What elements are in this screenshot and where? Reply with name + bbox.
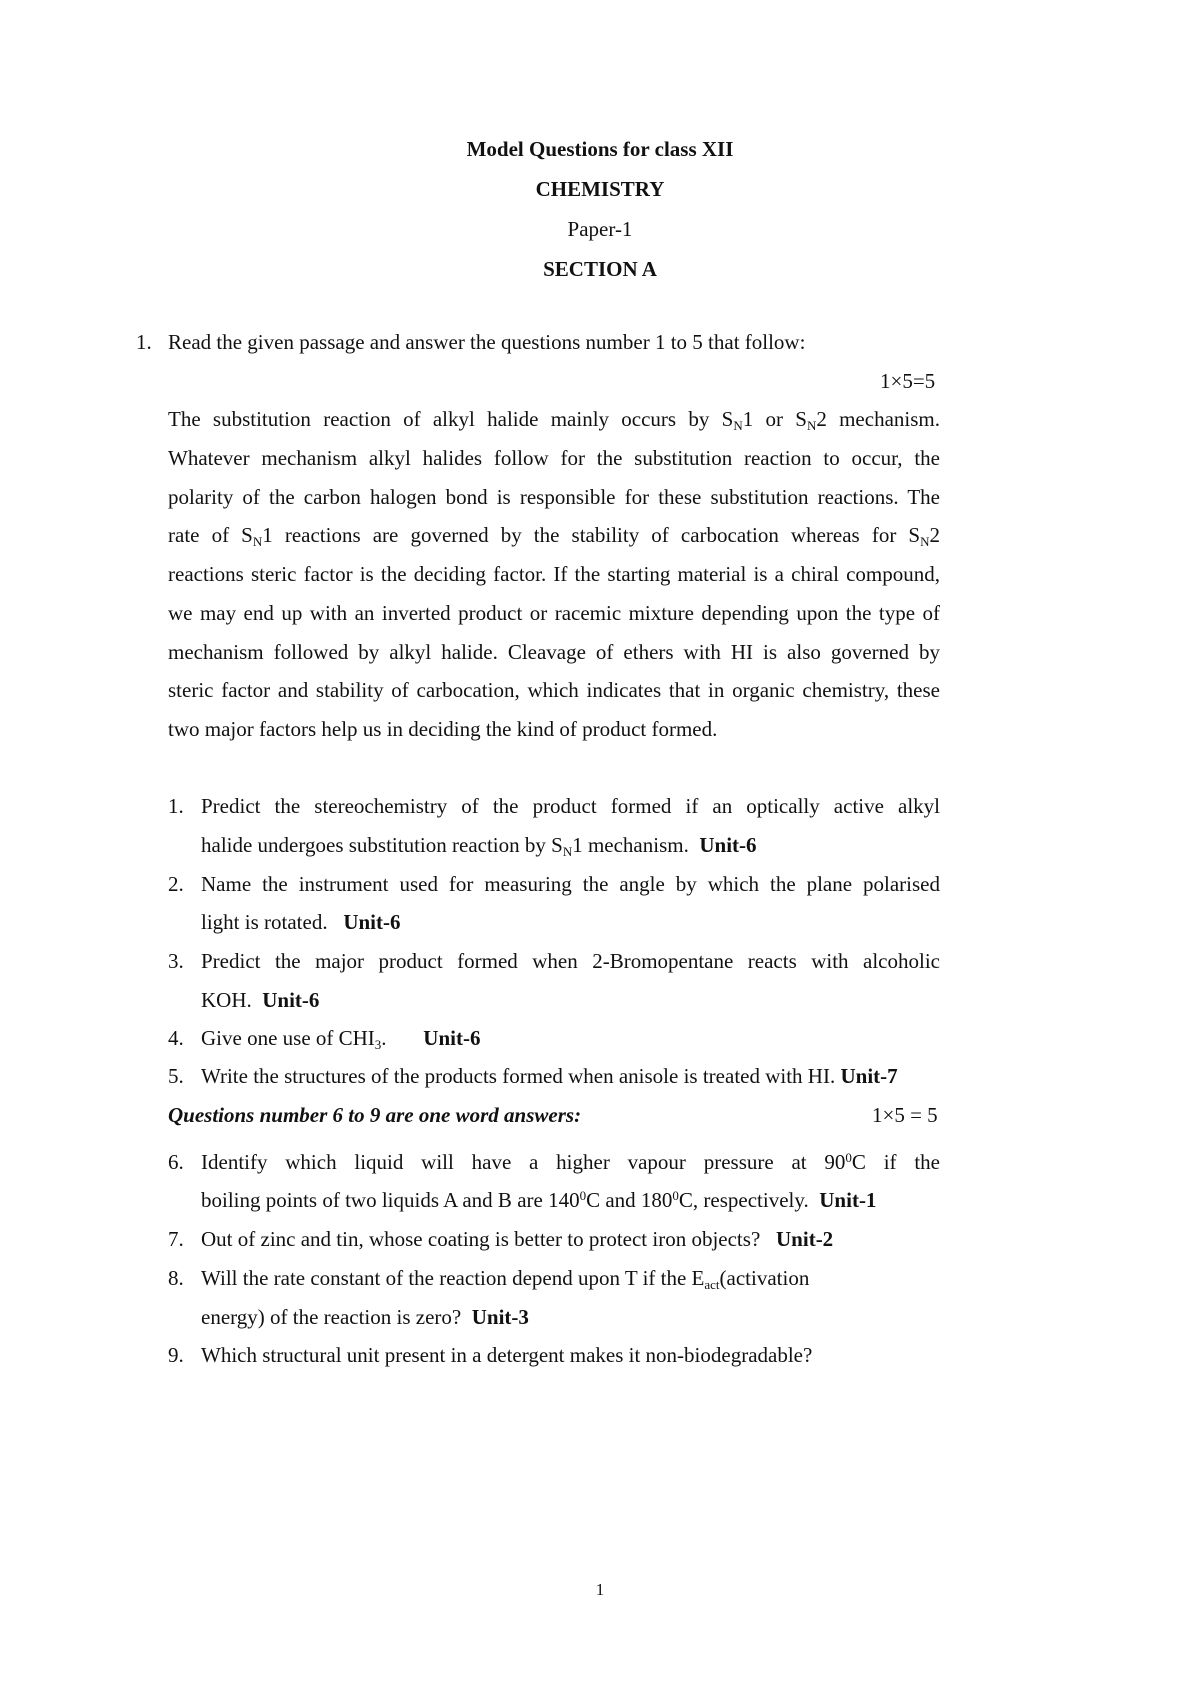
unit-label: Unit-6 xyxy=(262,988,320,1012)
passage-line: we may end up with an inverted product or racemic mixture depending upon the type of xyxy=(168,601,940,625)
sub-question-text: Out of zinc and tin, whose coating is better to protect iron objects? Unit-2 xyxy=(201,1227,834,1251)
sub-question-text: energy) of the reaction is zero? Unit-3 xyxy=(201,1305,529,1329)
sub-question-text: Give one use of $CHI_3$. Unit-6 xyxy=(201,1026,481,1052)
unit-label: Unit-3 xyxy=(471,1305,529,1329)
sub-question-text: Identify which liquid will have a higher vapour pressure at $90^0C$ if the xyxy=(201,1150,940,1174)
marks-label: 1×5 = 5 xyxy=(872,1103,938,1127)
sub-question-text: light is rotated. Unit-6 xyxy=(201,910,401,934)
sub-question-text: Predict the stereochemistry of the product formed if an optically active alkyl xyxy=(201,794,940,818)
sub-question-number: 8. xyxy=(168,1266,184,1290)
unit-label: Unit-6 xyxy=(423,1026,481,1050)
document-title: Model Questions for class XII xyxy=(466,137,734,161)
unit-label: Unit-2 xyxy=(776,1227,834,1251)
passage-line: The substitution reaction of alkyl halide mainly occurs by $S_N1$ or $S_N2$ mechanism. xyxy=(168,407,940,433)
sub-question-text: Will the rate constant of the reaction depend upon T if the $E_{act}(activation$ xyxy=(201,1266,810,1292)
unit-label: Unit-1 xyxy=(819,1188,877,1212)
page-number: 1 xyxy=(595,1580,605,1599)
passage-line: polarity of the carbon halogen bond is responsible for these substitution reactions. The xyxy=(168,485,940,509)
question-instruction: Read the given passage and answer the questions number 1 to 5 that follow: xyxy=(168,330,806,354)
sub-question-number: 2. xyxy=(168,872,184,896)
paper-label: Paper-1 xyxy=(567,217,633,241)
sub-question-number: 6. xyxy=(168,1150,184,1174)
passage-line: rate of $S_N1$ reactions are governed by the stability of carbocation whereas for $S_N2$ xyxy=(168,523,940,549)
sub-question-number: 7. xyxy=(168,1227,184,1251)
sub-question-text: boiling points of two liquids A and B are $140^0C$ and $180^0C$, respectively. Unit-1 xyxy=(201,1188,877,1212)
sub-question-number: 3. xyxy=(168,949,184,973)
sub-question-text: Predict the major product formed when 2-Bromopentane reacts with alcoholic xyxy=(201,949,940,973)
sub-question-number: 4. xyxy=(168,1026,184,1050)
unit-label: Unit-6 xyxy=(343,910,401,934)
passage-line: two major factors help us in deciding the kind of product formed. xyxy=(168,717,718,741)
sub-question-text: halide undergoes substitution reaction by $S_N1$ mechanism. Unit-6 xyxy=(201,833,757,859)
sub-question-text: KOH. Unit-6 xyxy=(201,988,320,1012)
sub-question-number: 9. xyxy=(168,1343,184,1367)
marks-label: 1×5=5 xyxy=(880,369,936,393)
passage-line: mechanism followed by alkyl halide. Cleavage of ethers with HI is also governed by xyxy=(168,640,940,664)
question-number: 1. xyxy=(136,330,152,354)
section-subheading: Questions number 6 to 9 are one word answers: xyxy=(168,1103,582,1127)
passage-line: Whatever mechanism alkyl halides follow for the substitution reaction to occur, the xyxy=(168,446,940,470)
sub-question-text: Write the structures of the products formed when anisole is treated with HI. Unit-7 xyxy=(201,1064,898,1088)
passage-line: reactions steric factor is the deciding factor. If the starting material is a chiral compound, xyxy=(168,562,940,586)
sub-question-number: 5. xyxy=(168,1064,184,1088)
unit-label: Unit-6 xyxy=(699,833,757,857)
section-heading: SECTION A xyxy=(543,257,657,281)
sub-question-text: Name the instrument used for measuring the angle by which the plane polarised xyxy=(201,872,940,896)
sub-question-text: Which structural unit present in a detergent makes it non-biodegradable? xyxy=(201,1343,813,1367)
sub-question-number: 1. xyxy=(168,794,184,818)
passage-line: steric factor and stability of carbocation, which indicates that in organic chemistry, these xyxy=(168,678,940,702)
unit-label: Unit-7 xyxy=(840,1064,898,1088)
subject-heading: CHEMISTRY xyxy=(535,177,665,201)
